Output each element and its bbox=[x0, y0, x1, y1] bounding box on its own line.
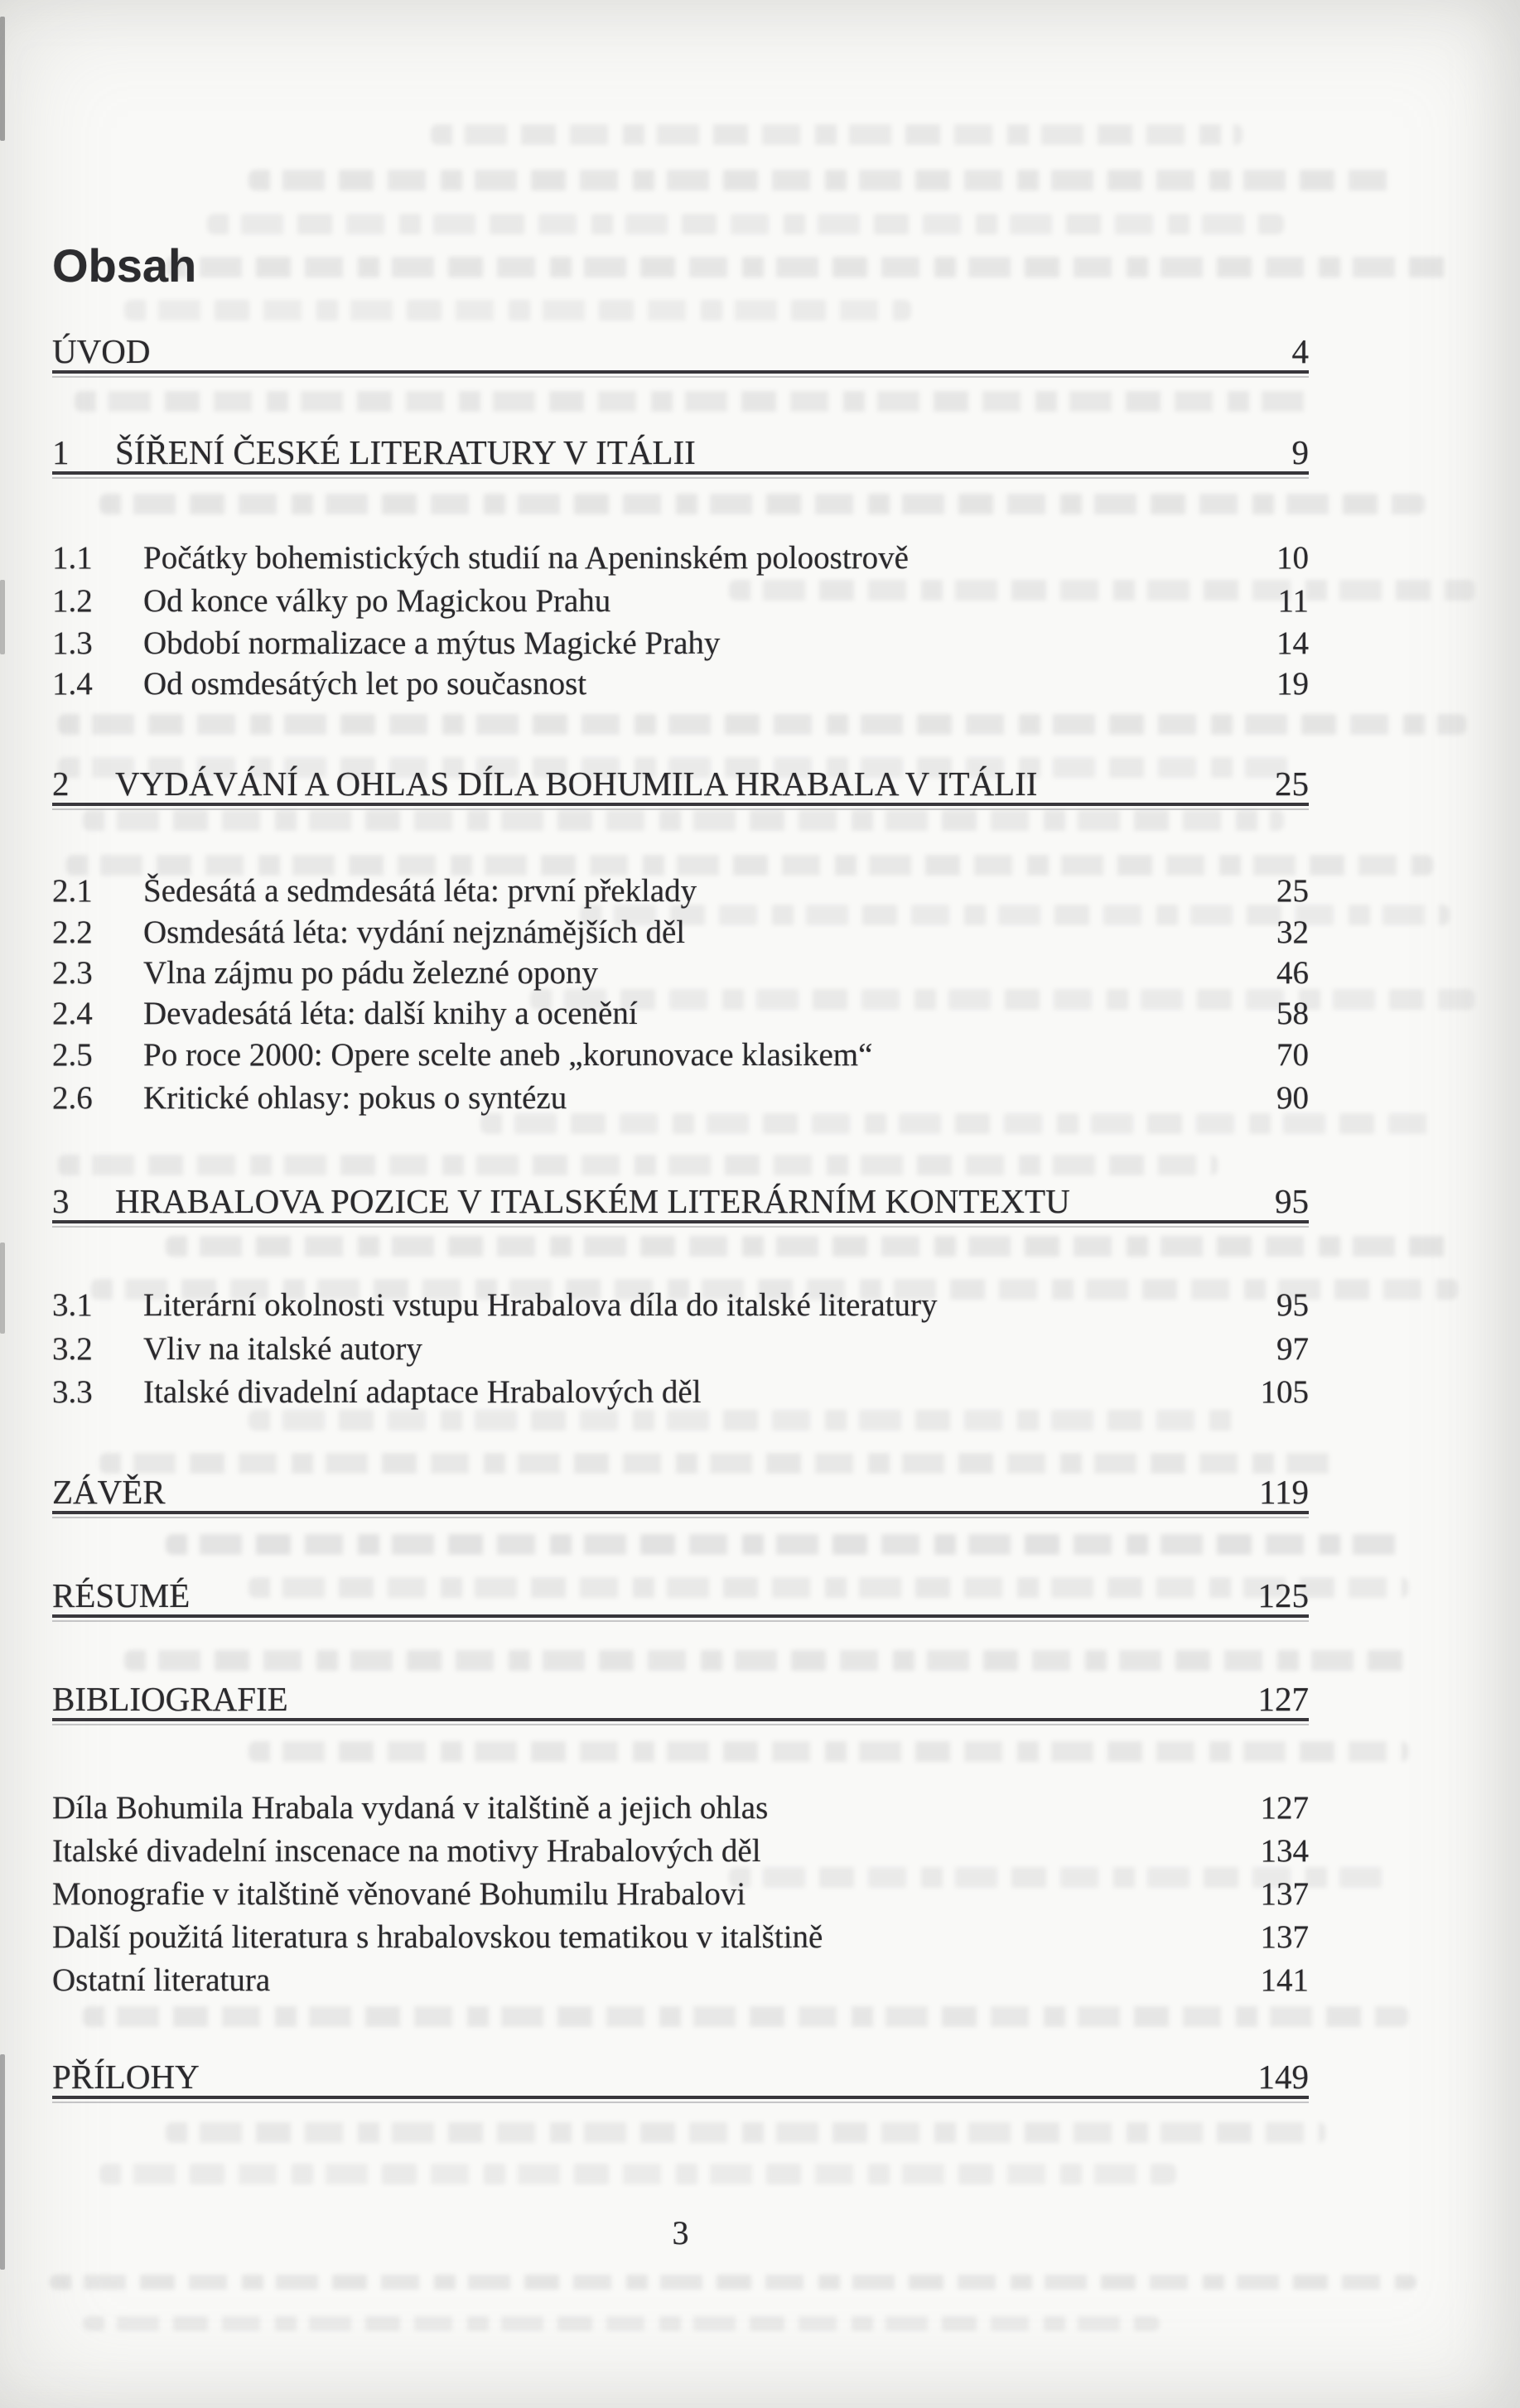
toc-entry-title: ŠÍŘENÍ ČESKÉ LITERATURY V ITÁLII bbox=[115, 434, 696, 471]
toc-entry-title: Osmdesátá léta: vydání nejznámějších děl bbox=[143, 914, 686, 950]
toc-entry-3-3 bbox=[52, 1373, 1309, 1412]
toc-entry-title: Období normalizace a mýtus Magické Prahy bbox=[143, 625, 721, 661]
bleed-through-smudge bbox=[249, 1410, 1243, 1431]
toc-entry-title: Po roce 2000: Opere scelte aneb „korunovace klasikem“ bbox=[143, 1037, 873, 1073]
toc-entry-number: 3 bbox=[52, 1182, 70, 1220]
toc-entry-title: VYDÁVÁNÍ A OHLAS DÍLA BOHUMILA HRABALA V ITÁLII bbox=[115, 765, 1038, 803]
toc-entry-title: Ostatní literatura bbox=[52, 1962, 271, 1998]
toc-entry-title: RÉSUMÉ bbox=[52, 1577, 191, 1614]
toc-entry-page: 19 bbox=[1276, 666, 1309, 702]
bleed-through-smudge bbox=[166, 257, 1450, 277]
bleed-through-smudge bbox=[99, 2164, 1176, 2184]
toc-entry-number: 3.3 bbox=[52, 1374, 93, 1410]
toc-entry-title: Vliv na italské autory bbox=[143, 1331, 422, 1367]
bleed-through-smudge bbox=[249, 170, 1392, 191]
toc-entry-prilohy bbox=[52, 2058, 1309, 2099]
toc-entry-title: BIBLIOGRAFIE bbox=[52, 1681, 288, 1718]
toc-entry-page: 134 bbox=[1260, 1833, 1309, 1869]
bleed-through-smudge bbox=[75, 391, 1317, 412]
bleed-through-smudge bbox=[124, 1650, 1408, 1671]
toc-entry-page: 58 bbox=[1276, 996, 1309, 1031]
toc-entry-page: 25 bbox=[1275, 765, 1309, 803]
bleed-through-smudge bbox=[166, 1534, 1408, 1555]
toc-entry-title: ZÁVĚR bbox=[52, 1474, 166, 1511]
toc-entry-title: Italské divadelní adaptace Hrabalových děl bbox=[143, 1374, 702, 1410]
toc-entry-bib-1 bbox=[52, 1789, 1309, 1828]
toc-entry-number: 2.2 bbox=[52, 914, 93, 950]
toc-entry-1-3 bbox=[52, 625, 1309, 664]
bleed-through-smudge bbox=[249, 1741, 1408, 1762]
toc-entry-1-4 bbox=[52, 665, 1309, 704]
page-title: Obsah bbox=[52, 239, 197, 292]
scan-edge-artifact bbox=[0, 1243, 5, 1334]
bleed-through-smudge bbox=[50, 2275, 1416, 2290]
scan-edge-artifact bbox=[0, 17, 5, 141]
toc-entry-number: 1.1 bbox=[52, 540, 93, 576]
bleed-through-smudge bbox=[99, 494, 1425, 514]
toc-entry-title: Od osmdesátých let po současnost bbox=[143, 666, 587, 702]
toc-entry-uvod bbox=[52, 333, 1309, 374]
toc-entry-number: 2.6 bbox=[52, 1080, 93, 1116]
toc-entry-title: Šedesátá a sedmdesátá léta: první překlady bbox=[143, 873, 697, 909]
toc-entry-page: 14 bbox=[1276, 625, 1309, 661]
toc-entry-bib-4 bbox=[52, 1918, 1309, 1957]
bleed-through-smudge bbox=[83, 2316, 1160, 2331]
toc-entry-number: 1.4 bbox=[52, 666, 93, 702]
toc-entry-2 bbox=[52, 765, 1309, 806]
toc-entry-page: 137 bbox=[1260, 1876, 1309, 1912]
toc-entry-page: 137 bbox=[1260, 1919, 1309, 1955]
toc-entry-page: 149 bbox=[1257, 2058, 1309, 2096]
toc-entry-page: 105 bbox=[1260, 1374, 1309, 1410]
toc-entry-title: ÚVOD bbox=[52, 333, 151, 370]
toc-entry-resume bbox=[52, 1577, 1309, 1618]
scan-edge-artifact bbox=[0, 2054, 5, 2270]
toc-entry-3-1 bbox=[52, 1286, 1309, 1325]
bleed-through-smudge bbox=[99, 1453, 1342, 1474]
toc-entry-number: 3.1 bbox=[52, 1287, 93, 1323]
toc-entry-page: 95 bbox=[1276, 1287, 1309, 1323]
page-number: 3 bbox=[672, 2214, 689, 2251]
toc-entry-3-2 bbox=[52, 1330, 1309, 1369]
toc-entry-2-2 bbox=[52, 914, 1309, 953]
bleed-through-smudge bbox=[431, 124, 1243, 145]
toc-entry-title: Kritické ohlasy: pokus o syntézu bbox=[143, 1080, 567, 1116]
toc-entry-3 bbox=[52, 1183, 1309, 1223]
toc-entry-number: 2.4 bbox=[52, 996, 93, 1031]
toc-entry-title: Další použitá literatura s hrabalovskou tematikou v italštině bbox=[52, 1919, 823, 1955]
toc-entry-title: Vlna zájmu po pádu železné opony bbox=[143, 955, 599, 991]
toc-entry-bib-5 bbox=[52, 1962, 1309, 2000]
toc-entry-bibliografie bbox=[52, 1681, 1309, 1721]
toc-entry-page: 119 bbox=[1259, 1473, 1309, 1511]
toc-entry-number: 2 bbox=[52, 765, 70, 803]
toc-entry-1-1 bbox=[52, 539, 1309, 578]
toc-entry-title: Monografie v italštině věnované Bohumilu Hrabalovi bbox=[52, 1876, 746, 1912]
toc-entry-title: HRABALOVA POZICE V ITALSKÉM LITERÁRNÍM KONTEXTU bbox=[115, 1183, 1070, 1220]
bleed-through-smudge bbox=[83, 2006, 1408, 2027]
toc-entry-page: 25 bbox=[1276, 873, 1309, 909]
toc-entry-number: 2.3 bbox=[52, 955, 93, 991]
toc-entry-page: 95 bbox=[1275, 1182, 1309, 1220]
toc-entry-1 bbox=[52, 434, 1309, 475]
bleed-through-smudge bbox=[58, 1155, 1218, 1175]
toc-entry-page: 127 bbox=[1260, 1790, 1309, 1826]
toc-entry-page: 127 bbox=[1257, 1680, 1309, 1718]
toc-entry-2-4 bbox=[52, 995, 1309, 1034]
toc-entry-2-5 bbox=[52, 1036, 1309, 1075]
toc-entry-page: 70 bbox=[1276, 1037, 1309, 1073]
toc-entry-page: 97 bbox=[1276, 1331, 1309, 1367]
toc-entry-page: 125 bbox=[1257, 1576, 1309, 1614]
toc-entry-page: 9 bbox=[1291, 433, 1309, 471]
toc-entry-page: 11 bbox=[1277, 583, 1309, 619]
bleed-through-smudge bbox=[166, 1236, 1458, 1257]
toc-entry-page: 4 bbox=[1291, 332, 1309, 370]
toc-entry-number: 2.1 bbox=[52, 873, 93, 909]
bleed-through-smudge bbox=[124, 300, 911, 321]
toc-entry-title: PŘÍLOHY bbox=[52, 2058, 200, 2096]
bleed-through-smudge bbox=[58, 714, 1466, 735]
scan-edge-artifact bbox=[0, 580, 5, 654]
toc-entry-2-1 bbox=[52, 872, 1309, 911]
bleed-through-smudge bbox=[83, 810, 1284, 831]
toc-entry-page: 32 bbox=[1276, 914, 1309, 950]
toc-entry-number: 1.2 bbox=[52, 583, 93, 619]
toc-entry-title: Díla Bohumila Hrabala vydaná v italštině a jejich ohlas bbox=[52, 1790, 769, 1826]
bleed-through-smudge bbox=[207, 214, 1284, 234]
toc-entry-bib-3 bbox=[52, 1875, 1309, 1914]
toc-entry-page: 10 bbox=[1276, 540, 1309, 576]
toc-entry-title: Od konce války po Magickou Prahu bbox=[143, 583, 611, 619]
bleed-through-smudge bbox=[166, 2122, 1325, 2143]
toc-entry-number: 1.3 bbox=[52, 625, 93, 661]
toc-entry-page: 90 bbox=[1276, 1080, 1309, 1116]
toc-entry-number: 2.5 bbox=[52, 1037, 93, 1073]
toc-entry-title: Italské divadelní inscenace na motivy Hrabalových děl bbox=[52, 1833, 761, 1869]
toc-entry-2-3 bbox=[52, 954, 1309, 993]
toc-entry-number: 3.2 bbox=[52, 1331, 93, 1367]
toc-entry-page: 141 bbox=[1260, 1962, 1309, 1998]
toc-entry-1-2 bbox=[52, 582, 1309, 621]
toc-entry-2-6 bbox=[52, 1079, 1309, 1118]
toc-entry-bib-2 bbox=[52, 1832, 1309, 1871]
toc-entry-title: Devadesátá léta: další knihy a ocenění bbox=[143, 996, 638, 1031]
toc-entry-title: Počátky bohemistických studií na Apeninském poloostrově bbox=[143, 540, 909, 576]
toc-entry-page: 46 bbox=[1276, 955, 1309, 991]
toc-entry-title: Literární okolnosti vstupu Hrabalova díla do italské literatury bbox=[143, 1287, 938, 1323]
toc-entry-zaver bbox=[52, 1474, 1309, 1514]
toc-entry-number: 1 bbox=[52, 433, 70, 471]
